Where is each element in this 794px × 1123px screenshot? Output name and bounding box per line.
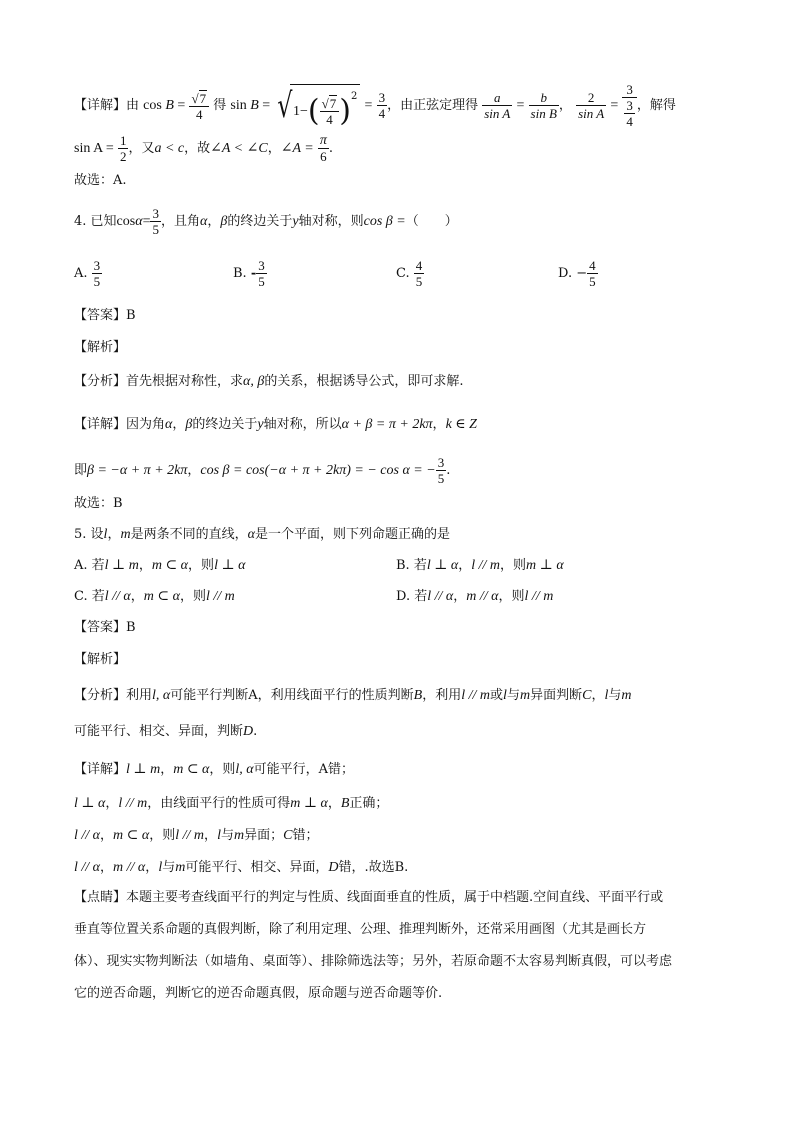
q4-analysis-tag: 【解析】 [74, 340, 127, 355]
q5-dianjing-line-2: 垂直等位置关系命题的真假判断，除了利用定理、公理、推理判断外，还常采用画图（尤其是画长方 [74, 922, 647, 937]
q5-dianjing-line-1: 【点睛】本题主要考查线面平行的判定与性质、线面面垂直的性质，属于中档题.空间直线、平面平行或 [74, 890, 664, 905]
q5-detail-line-2: l ⊥ α，l // m，由线面平行的性质可得m ⊥ α，B正确； [74, 796, 389, 811]
q5-fenxi-line-1: 【分析】利用l, α可能平行判断A，利用线面平行的性质判断B，利用l // m或l与m异面判断C，l与m [74, 688, 632, 703]
fraction-2-over-sinA: $\frac{2}{\text{sin A}}$ [578, 90, 605, 121]
fraction-3-over-4: $\frac{3}{4}$ [378, 90, 386, 121]
fraction-1-over-2: $\frac{1}{2}$ [119, 133, 127, 164]
q5-fenxi-line-2: 可能平行、相交、异面，判断D. [74, 724, 258, 739]
q5-detail-line-4: l // α，m // α，l与m可能平行、相交、异面，D错，.故选B. [74, 860, 409, 875]
q4-option-d[interactable]: D. − $\frac{4}{5}$ [558, 258, 596, 289]
q4-stem: 4. 已知cosα= $\frac{3}{5}$ ，且角α，β的终边关于y轴对称，则cos β =（ ） [74, 206, 458, 237]
fraction-3-over-3-over-4: $\frac{3}{\frac{3}{4}}$ [622, 82, 637, 129]
q4-option-b[interactable]: B. - $\frac{3}{5}$ [233, 258, 265, 289]
q3-detail-line-1: 【详解】由 cos B = $\frac{√7}{4}$ 得 sin B = √1−( $\frac{√7}{4}$ )$^2$ = $\frac{3}{4}$ ，由正弦定理得 $\frac{a}{\text{sin A}}$ = $\frac{b}{\text{sin B}}$ ， $\frac{2}{\text{sin A}}$ = $\frac{3}{\frac{3}{4}}$ ，解得 [74, 82, 676, 129]
fraction-sqrt7-over-4: $\frac{√7}{4}$ [189, 90, 209, 122]
q4-answer: 【答案】B [74, 308, 136, 323]
q3-choice: 故选：A. [74, 173, 127, 188]
q5-option-a[interactable]: A. 若l ⊥ m，m ⊂ α，则l ⊥ α [74, 558, 246, 573]
q5-stem: 5. 设l，m是两条不同的直线，α是一个平面，则下列命题正确的是 [74, 527, 450, 542]
q5-option-c[interactable]: C. 若l // α，m ⊂ α，则l // m [74, 589, 235, 604]
q4-fenxi: 【分析】首先根据对称性，求α, β的关系，根据诱导公式，即可求解. [74, 374, 464, 389]
q3-detail-line-2: sin A = $\frac{1}{2}$ ，又a < c，故∠A < ∠C，∠A = $\frac{\pi}{6}$ . [74, 133, 333, 164]
fraction-3-over-5: $\frac{3}{5}$ [152, 206, 159, 237]
q5-dianjing-line-4: 它的逆否命题，判断它的逆否命题真假，原命题与逆否命题等价. [74, 986, 443, 1001]
q5-analysis-tag: 【解析】 [74, 652, 127, 667]
q4-detail-line-1: 【详解】因为角α，β的终边关于y轴对称，所以α + β = π + 2kπ，k ∈ Z [74, 417, 477, 432]
fraction-b-over-sinB: $\frac{b}{\text{sin B}}$ [530, 90, 557, 121]
q5-detail-line-3: l // α，m ⊂ α，则l // m，l与m异面；C错； [74, 828, 319, 843]
q4-choice: 故选：B [74, 496, 123, 511]
q4-detail-line-2: 即β = −α + π + 2kπ，cos β = cos(−α + π + 2kπ) = − cos α = − $\frac{3}{5}$ . [74, 455, 451, 486]
detail-tag: 【详解】 [74, 98, 127, 113]
fraction-a-over-sinA: $\frac{a}{\text{sin A}}$ [484, 90, 511, 121]
q4-option-a[interactable]: A. $\frac{3}{5}$ [74, 258, 101, 289]
fraction-pi-over-6: $\frac{\pi}{6}$ [319, 133, 327, 164]
q5-dianjing-line-3: 体）、现实实物判断法（如墙角、桌面等）、排除筛选法等；另外，若原命题不太容易判断真假，可以考虑 [74, 954, 673, 969]
q5-answer: 【答案】B [74, 620, 136, 635]
sqrt-expression: √1−( $\frac{√7}{4}$ )$^2$ [274, 84, 360, 128]
q5-detail-line-1: 【详解】l ⊥ m，m ⊂ α，则l, α可能平行，A错； [74, 762, 355, 777]
q5-option-d[interactable]: D. 若l // α，m // α，则l // m [396, 589, 554, 604]
q5-option-b[interactable]: B. 若l ⊥ α，l // m，则m ⊥ α [396, 558, 564, 573]
q4-option-c[interactable]: C. $\frac{4}{5}$ [396, 258, 423, 289]
